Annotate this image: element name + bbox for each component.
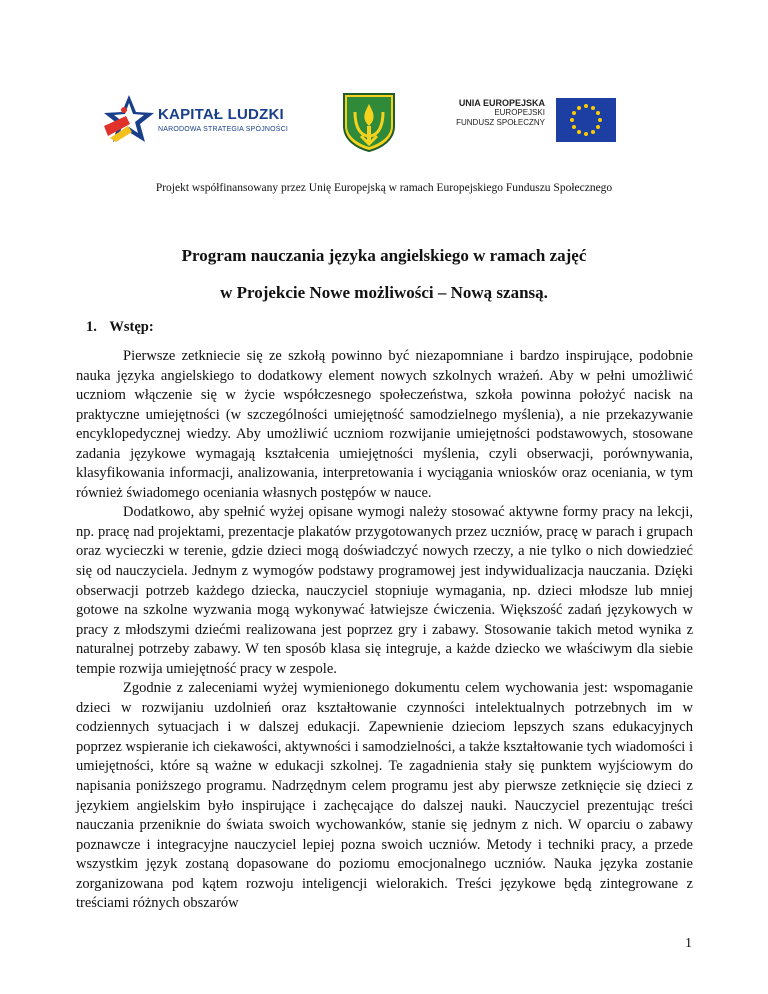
coat-of-arms-icon	[341, 92, 397, 152]
kapital-ludzki-star-icon	[104, 94, 154, 144]
document-title-line1: Program nauczania języka angielskiego w ramach zajęć	[181, 246, 587, 265]
paragraph: Zgodnie z zaleceniami wyżej wymienionego dokumentu celem wychowania jest: wspomaganie dzieci w rozwijaniu uzdolnień oraz kształtowanie czynności intelektualnych potrzebnych im w codziennych sytuacjach i w dalszej edukacji. Zapewnienie dzieciom lepszych szans edukacyjnych poprzez wspieranie ich ciekawości, aktywności i samodzielności, a także kształtowanie tych wiadomości i umiejętności, które są ważne w edukacji szkolnej. Te zagadnienia stały się punktem wyjściowym do napisania poniższego programu. Nadrzędnym celem programu jest aby pierwsze zetknięcie się dzieci z językiem angielskim było inspirujące i zachęcające do dalszej nauki. Nauczyciel prezentując treści nauczania przeniknie do świata swoich wychowanków, stanie się jednym z nich. W oparciu o zabawy poznawcze i integracyjne nauczyciel lepiej pozna swoich uczniów. Metody i techniki pracy, a przede wszystkim język zostaną dopasowane do poziomu emocjonalnego uczniów. Nauka języka zostanie zorganizowana pod kątem rozwoju inteligencji wielorakich. Treści językowe będą zintegrowane z treściami różnych obszarów	[76, 680, 693, 912]
section-heading	[86, 319, 154, 336]
kapital-ludzki-subtitle: NARODOWA STRATEGIA SPÓJNOŚCI	[158, 126, 289, 133]
body-text	[76, 347, 693, 914]
eu-european-label: EUROPEJSKI	[494, 108, 545, 117]
header-logos	[0, 92, 768, 152]
page-number: 1	[685, 936, 692, 951]
document-title-line2: w Projekcie Nowe możliwości – Nową szansą.	[220, 283, 548, 302]
paragraph: Pierwsze zetkniecie się ze szkołą powinno być niezapomniane i bardzo inspirujące, podobnie nauka języka angielskiego to dodatkowy element nowych szkolnych wrażeń. Aby w pełni umożliwić uczniom włączenie się w życie współczesnego społeczeństwa, szkoła powinna położyć nacisk na praktyczne umiejętności (w szczególności umiejętność samodzielnego myślenia), a nie przekazywanie encyklopedycznej wiedzy. Aby umożliwić uczniom rozwijanie umiejętności podstawowych, stosowane zadania językowe wymagają kształcenia umiejętności myślenia, czyli obserwacji, porównywania, klasyfikowania informacji, analizowania, interpretowania i wyciągania wniosków oraz oceniania, w tym również świadomego oceniania własnych postępów w nauce.	[76, 348, 693, 501]
paragraph: Dodatkowo, aby spełnić wyżej opisane wymogi należy stosować aktywne formy pracy na lekcji, np. pracę nad projektami, prezentacje plakatów przygotowanych przez uczniów, pracę w parach i grupach oraz wycieczki w terenie, gdzie dzieci mogą doświadczyć nowych rzeczy, a nie tylko o nich dowiedzieć się od nauczyciela. Jednym z wymogów podstawy programowej jest indywidualizacja nauczania. Dzięki obserwacji potrzeb każdego dziecka, nauczyciel stopniuje wymagania, np. dzieci młodsze lub mniej gotowe na szkolne wyzwania mogą wykonywać łatwiejsze ćwiczenia. Większość zadań językowych w pracy z młodszymi dziećmi realizowana jest poprzez gry i zabawy. Stosowanie takich metod wynika z naturalnej potrzeby zabawy. W ten sposób klasa się integruje, a każde dziecko we właściwym dla siebie tempie rozwija umiejętność pracy w zespole.	[76, 504, 693, 677]
section-number: 1.	[86, 319, 97, 335]
kapital-ludzki-logo	[104, 94, 294, 144]
cofinancing-note: Projekt współfinansowany przez Unię Europejską w ramach Europejskiego Funduszu Społecznego	[155, 182, 613, 194]
eu-logo	[441, 98, 616, 144]
eu-union-label: UNIA EUROPEJSKA	[458, 98, 545, 108]
eu-text-block	[441, 98, 545, 128]
kapital-ludzki-title: KAPITAŁ LUDZKI	[158, 106, 284, 123]
eu-fund-label: FUNDUSZ SPOŁECZNY	[456, 118, 545, 127]
eu-flag-icon	[556, 98, 616, 142]
section-title: Wstęp:	[109, 319, 154, 335]
